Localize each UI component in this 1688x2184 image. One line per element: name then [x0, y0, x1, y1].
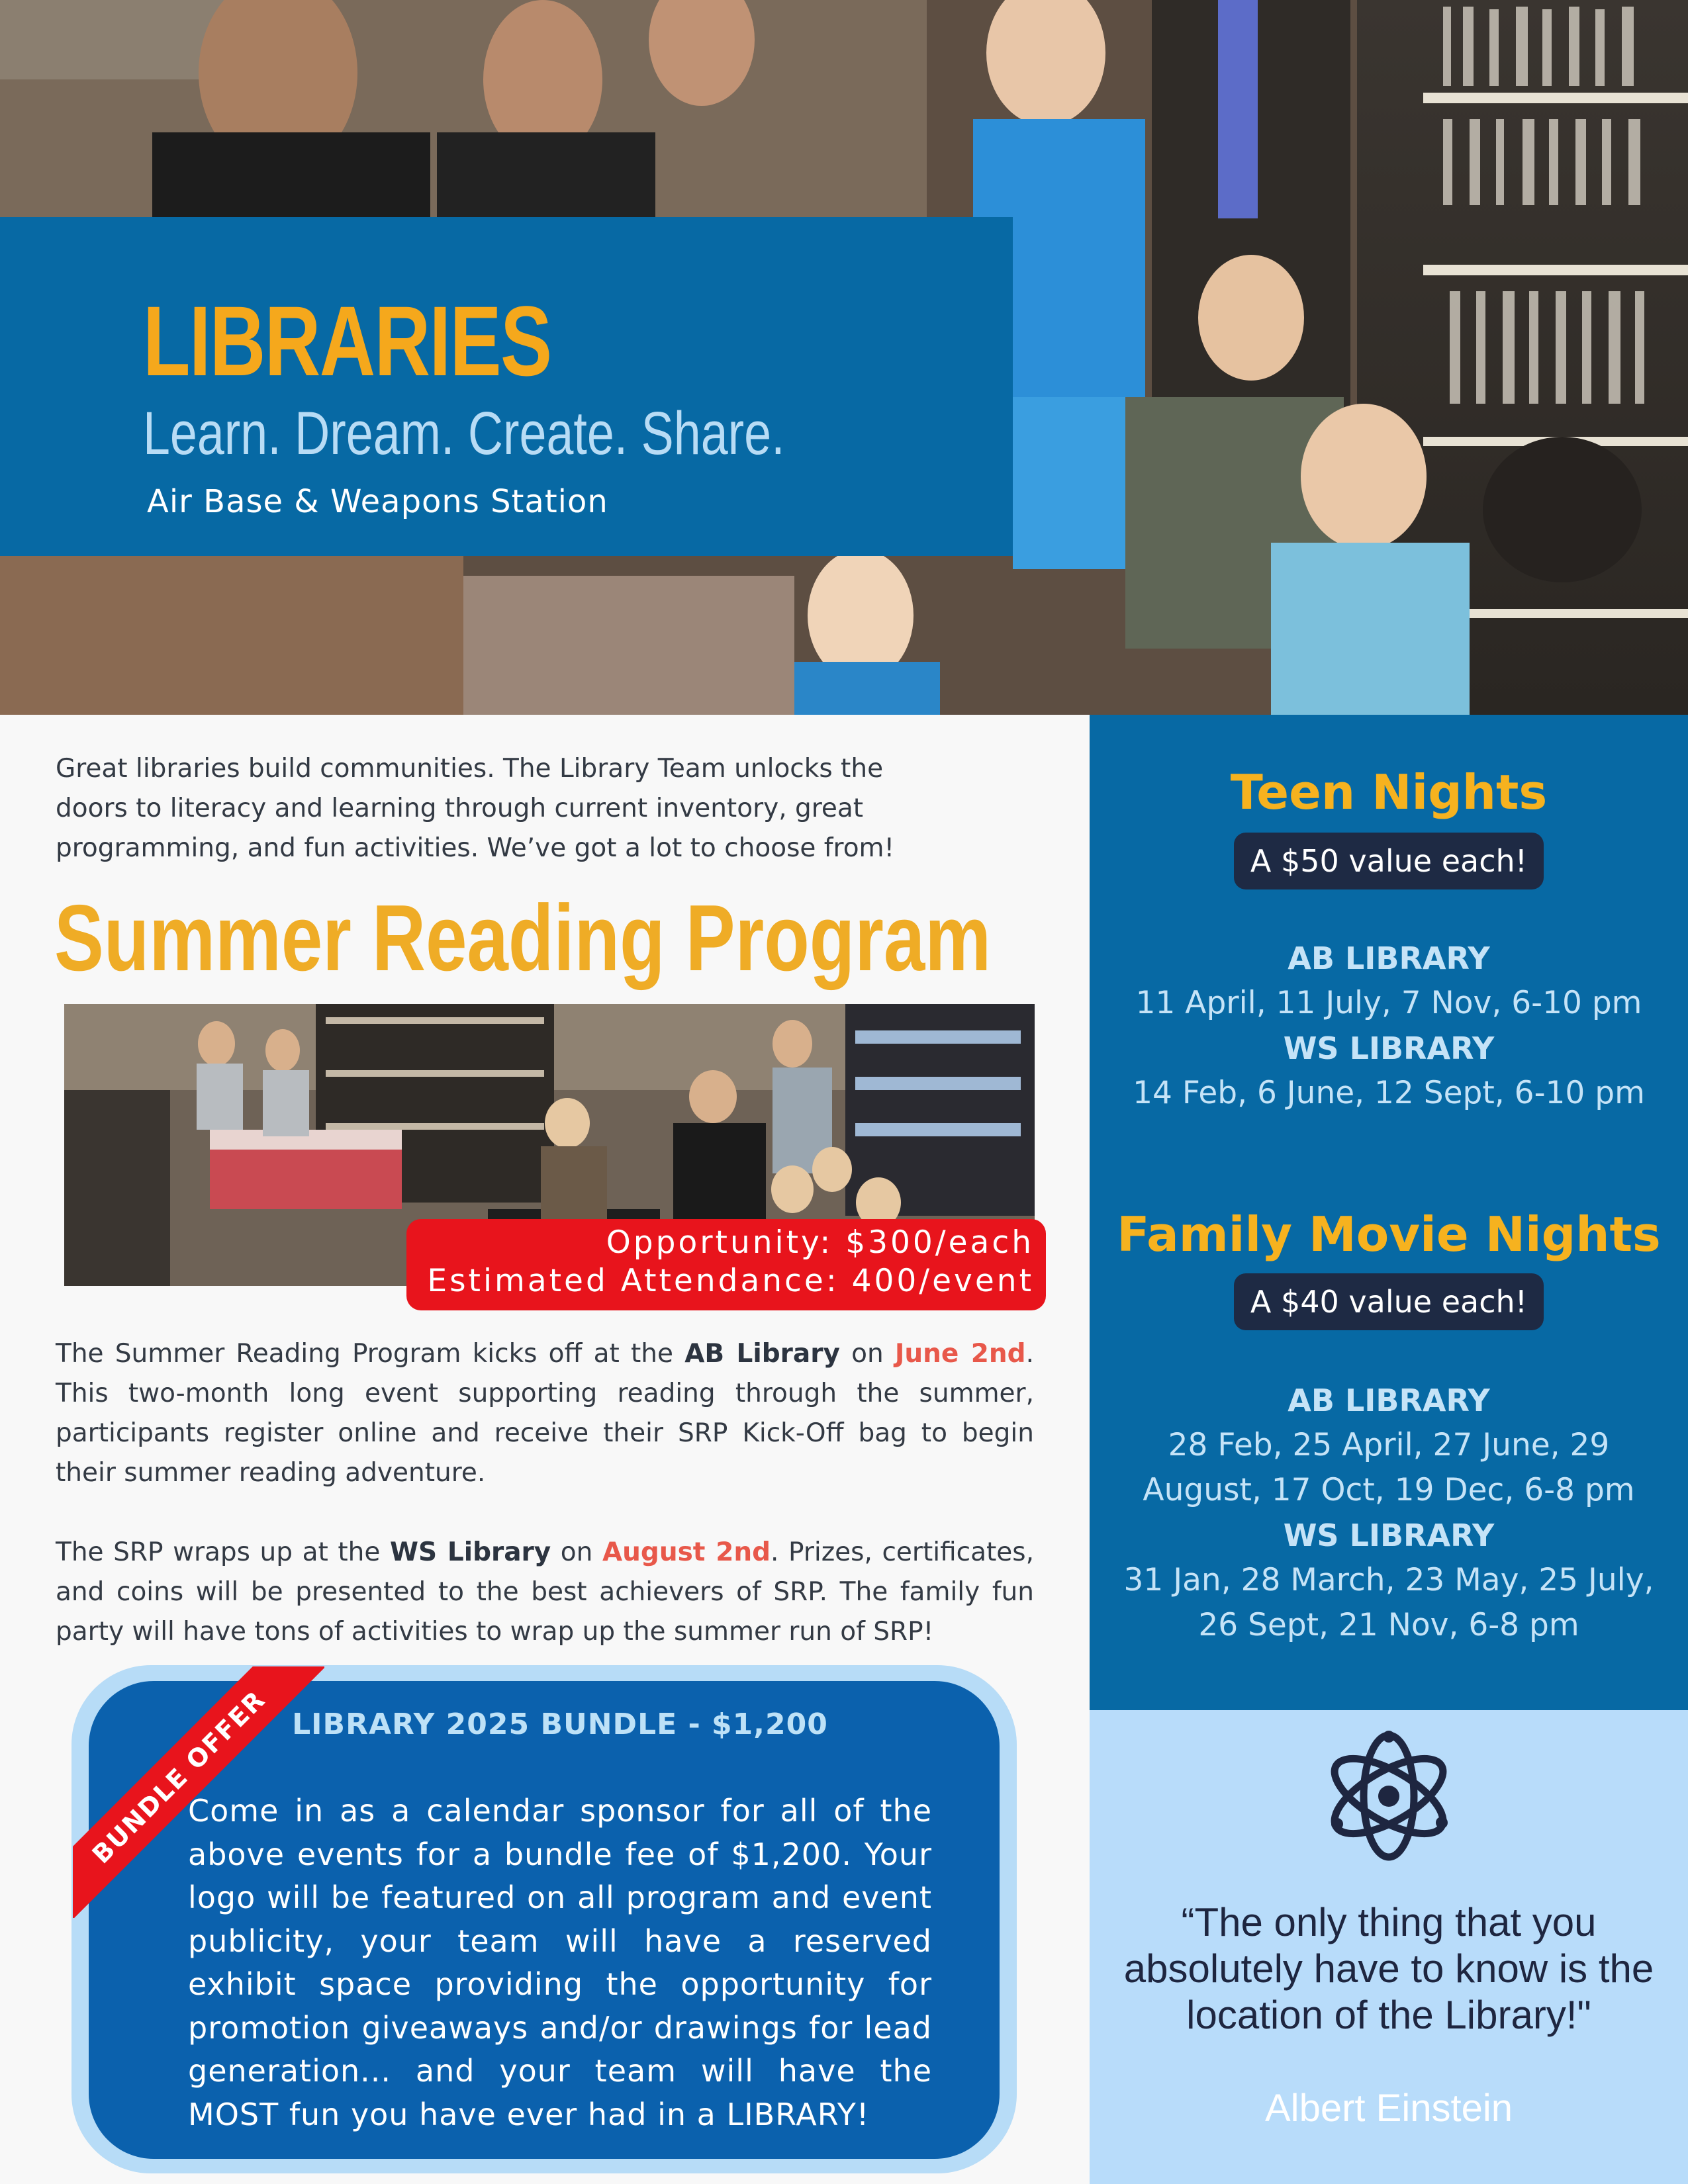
text-span: . This two-month long event supporting reading through the summer, participants register online and receive their SRP Kick-Off bag to begin their summer reading adventure.: [56, 1339, 1034, 1488]
text-span: The Summer Reading Program kicks off at the: [56, 1339, 685, 1369]
movie-ws-dates-2: 26 Sept, 21 Nov, 6-8 pm: [1198, 1607, 1579, 1643]
srp-wrapup-paragraph: [56, 1533, 1034, 1652]
einstein-quote: “The only thing that you absolutely have to know is the location of the Library!": [1123, 1900, 1654, 2037]
srp-kickoff-paragraph: [56, 1334, 1034, 1493]
opportunity-badge: [406, 1219, 1046, 1310]
ws-library-ref: WS Library: [389, 1537, 551, 1567]
srp-heading: Summer Reading Program: [54, 886, 992, 991]
bundle-title: LIBRARY 2025 BUNDLE - $1,200: [292, 1707, 828, 1741]
teen-ws-label: WS LIBRARY: [1283, 1030, 1495, 1066]
movie-ab-dates-2: August, 17 Oct, 19 Dec, 6-8 pm: [1143, 1472, 1635, 1508]
movie-ab-dates-1: 28 Feb, 25 April, 27 June, 29: [1168, 1427, 1610, 1463]
bundle-ribbon: [73, 1666, 324, 1918]
text-span: The SRP wraps up at the: [56, 1537, 390, 1567]
kickoff-date: June 2nd: [894, 1339, 1026, 1369]
teen-ab-label: AB LIBRARY: [1288, 940, 1490, 976]
movie-value-pill: A $40 value each!: [1234, 1273, 1544, 1330]
teen-value-pill: A $50 value each!: [1234, 833, 1544, 889]
teen-nights-heading: Teen Nights: [1230, 764, 1548, 820]
intro-paragraph: Great libraries build communities. The Library Team unlocks the doors to literacy and learning through current inventory, great programming, and fun activities. We’ve got a lot to choose from!: [56, 754, 895, 863]
movie-ws-dates-1: 31 Jan, 28 March, 23 May, 25 July,: [1123, 1562, 1654, 1598]
tagline: Learn. Dream. Create. Share.: [143, 400, 785, 467]
wrapup-date: August 2nd: [602, 1537, 771, 1567]
atom-icon: [1323, 1723, 1455, 1869]
bundle-description: Come in as a calendar sponsor for all of the above events for a bundle fee of $1,200. Your logo will be featured on all program and event publicity, your team will have a reserved exhibit space providing the opportunity for promotion giveaways and/or drawings for lead generation... and your team will have the MOST fun you have ever had in a LIBRARY!: [188, 1793, 932, 2132]
movie-ws-label: WS LIBRARY: [1283, 1518, 1495, 1553]
location-subtitle: Air Base & Weapons Station: [147, 483, 608, 520]
ab-library-ref: AB Library: [684, 1339, 840, 1369]
movie-nights-heading: Family Movie Nights: [1117, 1206, 1661, 1262]
text-span: on: [551, 1537, 602, 1567]
teen-ab-dates: 11 April, 11 July, 7 Nov, 6-10 pm: [1135, 985, 1642, 1021]
text-span: on: [839, 1339, 895, 1369]
page-title: LIBRARIES: [143, 285, 551, 396]
hero-photo: [0, 0, 1688, 715]
bundle-ribbon-label: BUNDLE OFFER: [73, 1666, 324, 1918]
estimated-attendance: Estimated Attendance: 400/event: [427, 1263, 1034, 1299]
quote-author: Albert Einstein: [1265, 2087, 1513, 2130]
opportunity-price: Opportunity: $300/each: [606, 1224, 1034, 1261]
text-span: . Prizes, certificates, and coins will be presented to the best achievers of SRP. The family fun party will have tons of activities to wrap up the summer run of SRP!: [56, 1537, 1034, 1647]
movie-ab-label: AB LIBRARY: [1288, 1383, 1490, 1418]
teen-ws-dates: 14 Feb, 6 June, 12 Sept, 6-10 pm: [1133, 1075, 1645, 1111]
